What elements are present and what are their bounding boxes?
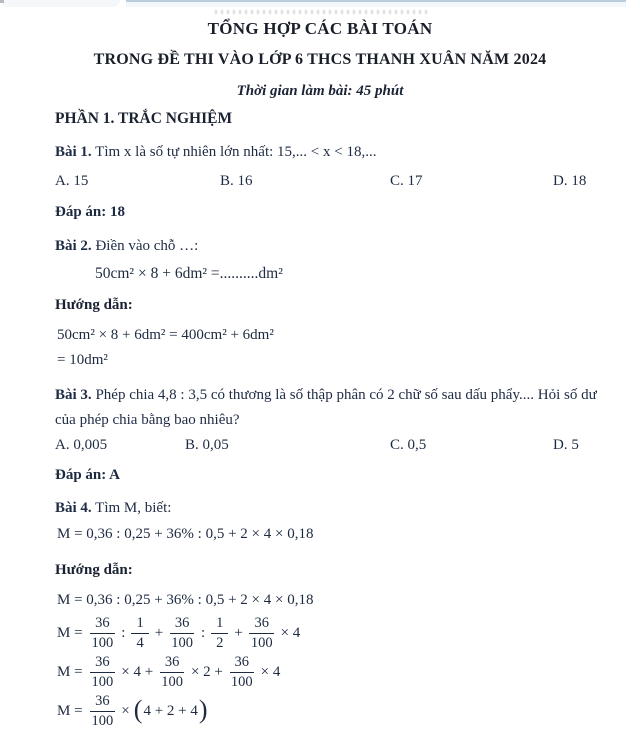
fraction [249,615,275,650]
problem1-options [55,173,620,193]
operator: + [234,624,243,641]
fraction [90,654,116,689]
problem1-option-b: B. 16 [220,173,253,189]
operator: × 4 + [121,663,154,680]
problem2-statement [55,234,620,259]
fraction [90,693,116,728]
problem1-answer: Đáp án: 18 [55,204,126,220]
problem1-label: Bài 1. [55,144,92,160]
blurred-watermark [215,10,430,14]
problem4-step1: M = 0,36 : 0,25 + 36% : 0,5 + 2 × 4 × 0,18 [57,592,314,608]
problem3-option-c: C. 0,5 [390,437,427,453]
document-subtitle: TRONG ĐỀ THI VÀO LỚP 6 THCS THANH XUÂN NĂM 2024 [93,51,547,68]
problem4-label: Bài 4. [55,500,92,516]
step2-lhs: M = [57,624,83,641]
problem1-statement [55,140,620,165]
problem3-text: Phép chia 4,8 : 3,5 có thương là số thập phân có 2 chữ số sau dấu phẩy.... Hỏi số dư của phép chia bằng bao nhiêu? [55,387,597,428]
numerator: 36 [90,693,115,711]
fraction [131,615,148,650]
problem2-step1: 50cm² × 8 + 6dm² = 400cm² + 6dm² [57,327,274,343]
close-paren: ) [198,694,208,725]
numerator: 36 [160,654,185,672]
operator: × 2 + [190,663,223,680]
operator: × 4 [260,663,281,680]
corner-dot-artifact [0,0,4,3]
operator: : [200,624,206,641]
problem3-answer: Đáp án: A [55,467,121,483]
problem3-option-a: A. 0,005 [55,437,108,453]
problem1-text: Tìm x là số tự nhiên lớn nhất: 15,... < x < 18,... [91,144,377,160]
operator: + [154,624,164,641]
open-paren: ( [133,694,143,725]
paren-inner: 4 + 2 + 4 [143,702,198,719]
denominator: 100 [171,634,193,651]
numerator: 36 [90,654,115,672]
denominator: 100 [91,673,114,690]
problem4-step2 [57,613,303,653]
denominator: 100 [250,634,273,651]
problem4-text: Tìm M, biết: [91,500,172,516]
operator: × 4 [280,624,301,641]
problem4-step4 [57,691,209,731]
problem4-statement [55,496,620,521]
page-corner-artifact [0,0,120,7]
time-limit: Thời gian làm bài: 45 phút [236,83,404,99]
top-border-strip [126,2,626,7]
fraction [159,654,185,689]
numerator: 36 [90,615,115,633]
problem1-option-c: C. 17 [390,173,423,189]
denominator: 2 [216,634,224,651]
numerator: 1 [211,615,228,633]
document-title: TỔNG HỢP CÁC BÀI TOÁN [207,19,433,38]
fraction [169,615,195,650]
numerator: 1 [131,615,148,633]
problem1-option-a: A. 15 [55,173,89,189]
problem4-equation: M = 0,36 : 0,25 + 36% : 0,5 + 2 × 4 × 0,18 [57,526,314,542]
step4-lhs: M = [57,702,83,719]
problem2-equation: 50cm² × 8 + 6dm² =..........dm² [95,265,283,282]
denominator: 100 [230,673,253,690]
problem2-text: Điền vào chỗ …: [91,238,199,254]
numerator: 36 [249,615,274,633]
denominator: 100 [91,712,114,729]
denominator: 4 [136,634,144,651]
problem3-option-d: D. 5 [553,437,579,453]
fraction [229,654,255,689]
section-heading: PHẦN 1. TRẮC NGHIỆM [55,110,233,127]
fraction [211,615,228,650]
problem3-options [55,437,620,457]
problem3-statement [55,383,620,433]
problem1-option-d: D. 18 [553,173,587,189]
problem2-step2: = 10dm² [57,352,108,368]
problem3-option-b: B. 0,05 [185,437,229,453]
problem2-guide-heading: Hướng dẫn: [55,297,133,313]
problem4-step3 [57,652,283,692]
problem4-guide-heading: Hướng dẫn: [55,562,133,578]
problem3-label: Bài 3. [55,387,92,403]
operator: : [121,624,126,641]
denominator: 100 [161,673,183,690]
step3-lhs: M = [57,663,83,680]
numerator: 36 [230,654,255,672]
denominator: 100 [91,634,114,651]
numerator: 36 [170,615,195,633]
fraction [90,615,116,650]
problem2-label: Bài 2. [55,238,92,254]
operator: × [121,702,130,719]
